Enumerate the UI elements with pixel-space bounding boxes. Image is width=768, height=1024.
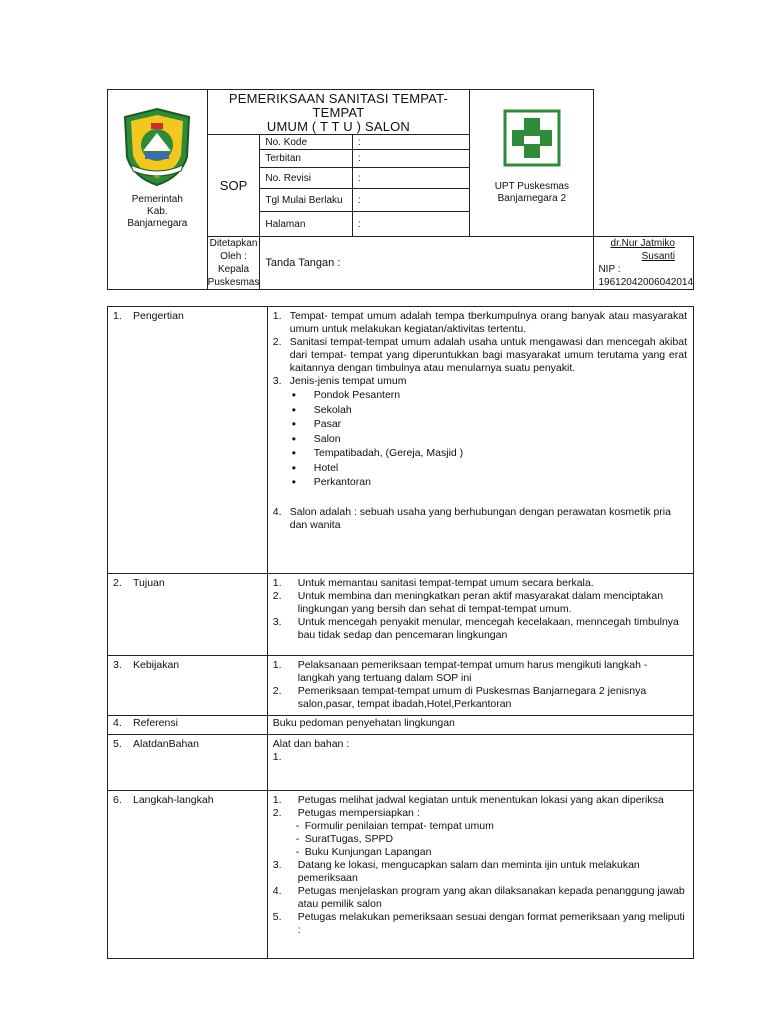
org-line-2: Kab. [147, 206, 168, 217]
section-alat-bahan: 5. AlatdanBahan Alat dan bahan : 1. [108, 735, 694, 791]
sop-label: SOP [207, 135, 260, 237]
bullet-item: • Sekolah [268, 403, 687, 418]
meta-no-kode-value: : [352, 135, 469, 150]
tujuan-item-3: Untuk mencegah penyakit menular, mencegah kecelakaan, menncegah timbulnya bau tidak sedap dan pencemaran lingkungan [297, 616, 679, 641]
label-tujuan: Tujuan [133, 577, 165, 589]
kebijakan-item-2: Pemeriksaan tempat-tempat umum di Puskesmas Banjarnegara 2 jenisnya salon,pasar, tempat ibadah,Hotel,Perkantoran [297, 685, 647, 710]
signer-name: dr.Nur Jatmiko Susanti [610, 238, 675, 262]
referensi-text: Buku pedoman penyehatan lingkungan [267, 716, 693, 735]
header-table [107, 89, 694, 290]
org-line-3: Banjarnegara [127, 218, 188, 229]
alat-text: Alat dan bahan : [272, 738, 350, 750]
puskesmas-line-2: Banjarnegara 2 [497, 193, 567, 204]
bullet-item: • Pondok Pesantern [268, 388, 687, 403]
meta-halaman-value: : [352, 212, 469, 237]
meta-tgl-mulai-value: : [352, 189, 469, 212]
puskesmas-logo-cell [470, 90, 594, 237]
tujuan-item-1: Untuk memantau sanitasi tempat-tempat umum secara berkala. [297, 577, 594, 589]
meta-tgl-mulai: Tgl Mulai Berlaku [260, 189, 352, 212]
langkah-item-5: Petugas melakukan pemeriksaan sesuai dengan format pemeriksaan yang meliputi : [297, 911, 685, 936]
meta-halaman: Halaman [260, 212, 352, 237]
bullet-item: • Salon [268, 432, 687, 447]
bullet-item: • Pasar [268, 417, 687, 432]
tujuan-item-2: Untuk membina dan meningkatkan peran aktif masyarakat dalam menciptakan lingkungan yang bersih dan sehat di tempat-tempat umum. [297, 590, 664, 615]
meta-no-kode: No. Kode [260, 135, 352, 150]
ditetapkan-cell: Ditetapkan Oleh : Kepala Puskesmas [207, 238, 260, 288]
meta-terbitan: Terbitan [260, 150, 352, 168]
puskesmas-cross-icon [502, 108, 562, 168]
label-referensi: Referensi [133, 717, 178, 729]
pengertian-item-3: Jenis-jenis tempat umum [289, 375, 407, 387]
label-langkah: Langkah-langkah [133, 794, 214, 806]
sop-content-table [107, 306, 694, 959]
tanda-tangan: Tanda Tangan : [260, 237, 594, 290]
signer-nip: NIP : 19612042006042014 [598, 264, 693, 288]
langkah-item-1: Petugas melihat jadwal kegiatan untuk menentukan lokasi yang akan diperiksa [297, 794, 664, 806]
langkah-item-3: Datang ke lokasi, mengucapkan salam dan meminta ijin untuk melakukan pemeriksaan [297, 859, 640, 884]
bullet-item: • Tempatibadah, (Gereja, Masjid ) [268, 446, 687, 461]
puskesmas-line-1: UPT Puskesmas [494, 181, 569, 192]
kebijakan-item-1: Pelaksanaan pemeriksaan tempat-tempat umum harus mengikuti langkah - langkah yang tertuang dalam SOP ini [297, 659, 648, 684]
bullet-item: • Hotel [268, 461, 687, 476]
section-tujuan: 2. Tujuan 1. Untuk memantau sanitasi tempat-tempat umum secara berkala. 2. Untuk membina dan meningkatkan peran aktif masyarakat dalam menciptakan lingkungan yang bersih dan sehat di tempat-tempat umum. 3. Untuk mencegah penyakit menular, mencegah kecelakaan, menncegah timbulnya bau tidak sedap dan pencemaran lingkungan [108, 574, 694, 656]
section-referensi: 4. Referensi Buku pedoman penyehatan lingkungan [108, 716, 694, 735]
pengertian-item-2: Sanitasi tempat-tempat umum adalah usaha untuk mengawasi dan mencegah akibat dari tempat- tempat yang diperuntukkan bagi masyarakat umum terutama yang erat kaitannya dengan timbulnya atau menularnya suatu penyakit. [289, 336, 687, 374]
regency-emblem-icon [121, 107, 193, 187]
meta-no-revisi: No. Revisi [260, 168, 352, 189]
label-alat-bahan: AlatdanBahan [133, 738, 199, 750]
pengertian-item-4: Salon adalah : sebuah usaha yang berhubungan dengan perawatan kosmetik pria dan wanita [289, 505, 671, 531]
document-title: PEMERIKSAAN SANITASI TEMPAT-TEMPAT UMUM ( T T U ) SALON [207, 90, 470, 135]
section-kebijakan: 3. Kebijakan 1. Pelaksanaan pemeriksaan tempat-tempat umum harus mengikuti langkah - langkah yang tertuang dalam SOP ini 2. Pemeriksaan tempat-tempat umum di Puskesmas Banjarnegara 2 jenisnya salon,pasar, tempat ibadah,Hotel,Perkantoran [108, 656, 694, 716]
meta-terbitan-value: : [352, 150, 469, 168]
dash-item: - SuratTugas, SPPD [268, 833, 687, 846]
regency-logo-cell [108, 90, 208, 290]
langkah-item-2: Petugas mempersiapkan : [297, 807, 420, 819]
section-pengertian: 1. Pengertian 1. Tempat- tempat umum adalah tempa tberkumpulnya orang banyak atau masyarakat umum untuk melakukan kegiatan/aktivitas tertentu. 2. Sanitasi tempat-tempat umum adalah usaha untuk mengawasi dan mencegah akibat dari tempat- tempat yang diperuntukkan bagi masyarakat umum terutama yang erat kaitannya dengan timbulnya atau menularnya suatu penyakit. 3. Jenis-jenis tempat umum • Pondok Pesantern • Sekolah • Pasar • Salon • Tempatibadah, (Gereja, Masjid ) • Hotel • Perkantoran 4. Salon adalah : sebuah usaha yang berhubungan dengan perawatan kosmetik pria dan wanita [108, 307, 694, 574]
langkah-item-4: Petugas menjelaskan program yang akan dilaksanakan kepada penanggung jawab atau pemilik salon [297, 885, 685, 910]
pengertian-item-1: Tempat- tempat umum adalah tempa tberkumpulnya orang banyak atau masyarakat umum untuk melakukan kegiatan/aktivitas tertentu. [289, 310, 687, 335]
label-pengertian: Pengertian [133, 310, 184, 322]
label-kebijakan: Kebijakan [133, 659, 180, 671]
dash-item: - Formulir penilaian tempat- tempat umum [268, 820, 687, 833]
alat-item-1: 1. [272, 751, 282, 763]
section-langkah: 6. Langkah-langkah 1. Petugas melihat jadwal kegiatan untuk menentukan lokasi yang akan diperiksa 2. Petugas mempersiapkan : - Formulir penilaian tempat- tempat umum - SuratTugas, SPPD - Buku Kunjungan Lapangan 3. Datang ke lokasi, mengucapkan salam dan meminta ijin untuk melakukan pemeriksaan 4. Petugas menjelaskan program yang akan dilaksanakan kepada penanggung jawab atau pemilik salon 5. Petugas melakukan pemeriksaan sesuai dengan format pemeriksaan yang meliputi : [108, 791, 694, 959]
org-line-1: Pemerintah [131, 194, 183, 205]
signer-cell [594, 237, 694, 290]
dash-item: - Buku Kunjungan Lapangan [268, 846, 687, 859]
meta-no-revisi-value: : [352, 168, 469, 189]
bullet-item: • Perkantoran [268, 475, 687, 490]
